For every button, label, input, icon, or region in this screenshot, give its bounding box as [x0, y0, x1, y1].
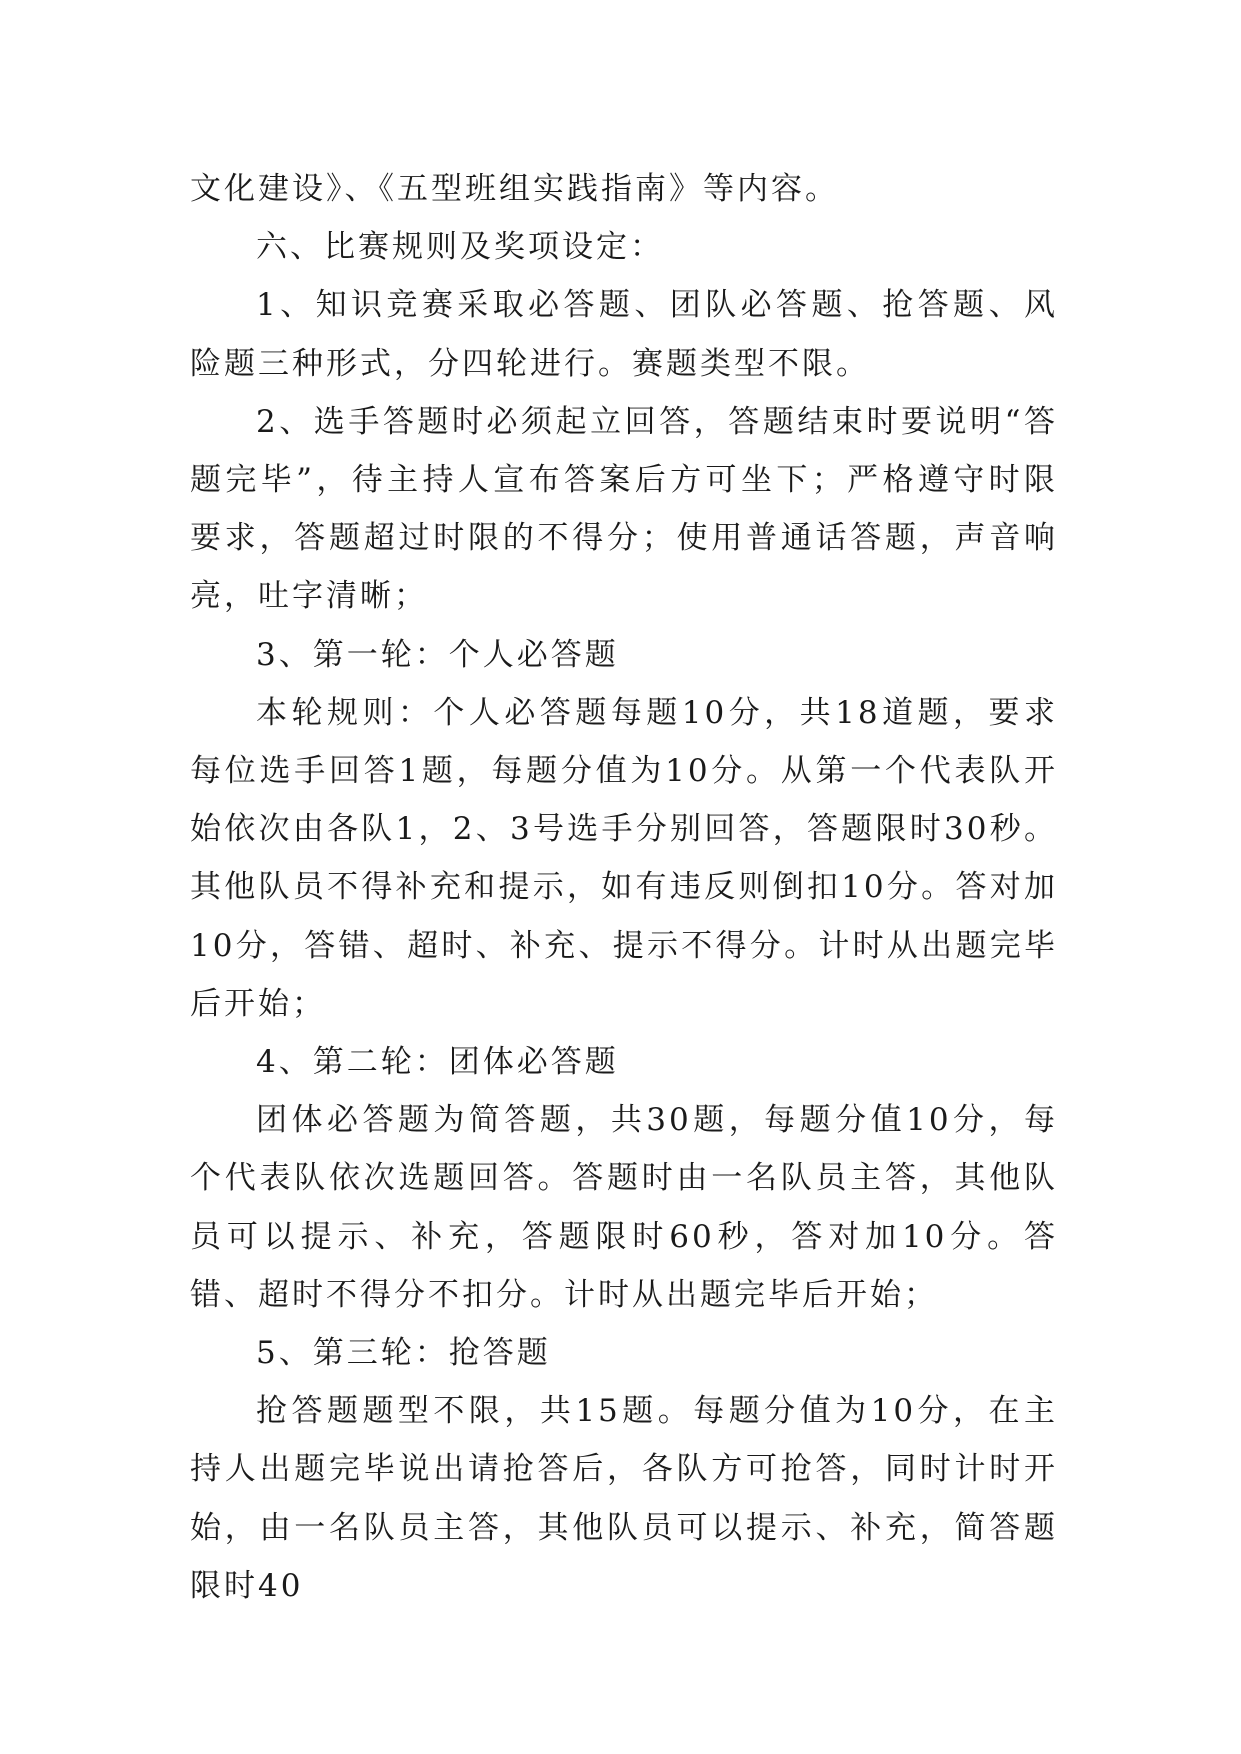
paragraph-rule-2: 2、选手答题时必须起立回答，答题结束时要说明“答题完毕”，待主持人宣布答案后方可坐下；严格遵守时限要求，答题超过时限的不得分；使用普通话答题，声音响亮，吐字清晰； [190, 403, 1058, 615]
document-body [190, 160, 1058, 1615]
section-heading-rules: 六、比赛规则及奖项设定： [256, 229, 664, 266]
heading-round-3: 5、第三轮：抢答题 [256, 1335, 551, 1372]
heading-round-1: 3、第一轮：个人必答题 [256, 636, 619, 673]
paragraph-rule-1: 1、知识竞赛采取必答题、团队必答题、抢答题、风险题三种形式，分四轮进行。赛题类型不限。 [190, 287, 1058, 382]
paragraph-round-2-rules: 团体必答题为简答题，共30题，每题分值10分，每个代表队依次选题回答。答题时由一名队员主答，其他队员可以提示、补充，答题限时60秒，答对加10分。答错、超时不得分不扣分。计时从出题完毕后开始； [190, 1102, 1058, 1313]
paragraph-continuation: 文化建设》、《五型班组实践指南》等内容。 [190, 171, 839, 207]
heading-round-2: 4、第二轮：团体必答题 [256, 1044, 619, 1081]
paragraph-round-1-rules: 本轮规则：个人必答题每题10分，共18道题，要求每位选手回答1题，每题分值为10分。从第一个代表队开始依次由各队1，2、3号选手分别回答，答题限时30秒。其他队员不得补充和提示，如有违反则倒扣10分。答对加10分，答错、超时、补充、提示不得分。计时从出题完毕后开始； [190, 694, 1058, 1022]
paragraph-round-3-rules: 抢答题题型不限，共15题。每题分值为10分，在主持人出题完毕说出请抢答后，各队方可抢答，同时计时开始，由一名队员主答，其他队员可以提示、补充，简答题限时40 [190, 1393, 1058, 1604]
